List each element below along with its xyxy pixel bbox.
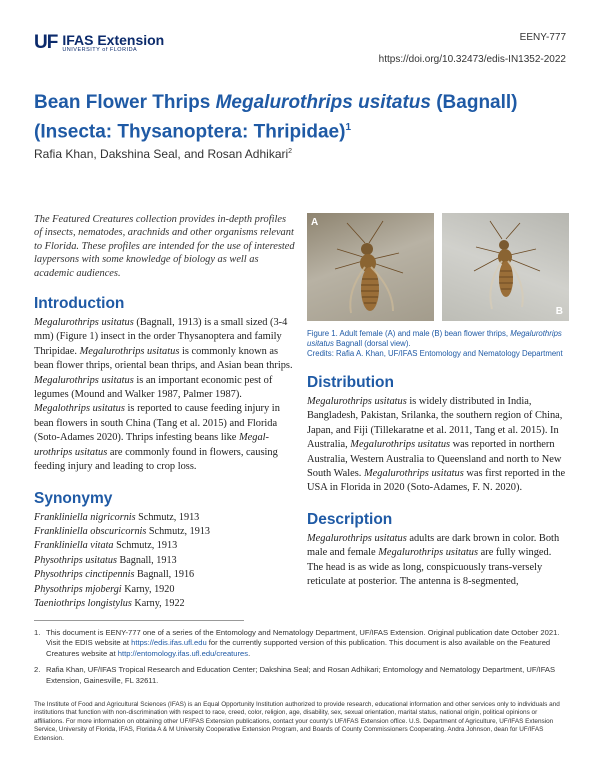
distribution-paragraph bbox=[307, 395, 569, 496]
introduction-heading: Introduction bbox=[34, 295, 125, 313]
footnote-text-part: This document is EENY-777 one of a series of the Entomology and Nematology Department, UF/IFAS Extension. Original publication date October 2021. Visit the EDIS website at bbox=[46, 628, 560, 648]
synonym-item bbox=[34, 568, 296, 582]
synonym-name: Taeniothrips longistylus bbox=[34, 597, 132, 609]
distribution-text: was reported in northern Australia, Western Australia to Queensland and north to New South Wales. bbox=[307, 439, 562, 480]
caption-species: Megalurothrips usitatus bbox=[307, 329, 562, 348]
female-thrips-illustration bbox=[307, 213, 434, 321]
synonymy-heading: Synonymy bbox=[34, 489, 113, 507]
intro-text: (Bagnall, 1913) is a small sized (3-4 mm) (Figure 1) insect in the order Thysanoptera and family Thripidae. bbox=[34, 317, 288, 357]
title-footnote-ref[interactable]: 1 bbox=[345, 122, 352, 133]
footnote-number: 1. bbox=[34, 628, 41, 637]
species-name: Megalurothrips usitatus bbox=[307, 396, 407, 407]
description-text: adults are dark brown in color. Both male and female bbox=[307, 532, 560, 559]
distribution-heading: Distribution bbox=[307, 374, 394, 391]
uf-logo-mark: UF bbox=[34, 32, 58, 53]
legal-notice: The Institute of Food and Agricultural Sciences (IFAS) is an Equal Opportunity Institution authorized to provide research, educational information and other services only to individuals and institutions that function with non-discrimination with respect to race, creed, color, religion, age, disability, sex, sexual orientation, marital status, national origin, political opinions or affiliations. For more information on obtaining other UF/IFAS Extension publications, contact your county's UF/IFAS Extension office. U.S. Department of Agriculture, UF/IFAS Extension Service, University of Florida, IFAS, Florida A & M University Cooperative Extension Program, and Boards of County Commissioners Cooperating. Andra Johnson, dean for UF/IFAS Extension. bbox=[34, 701, 560, 742]
title-species: Megalurothrips usitatus bbox=[215, 92, 431, 113]
intro-text: is reported to cause feeding injury in bean flowers in south China (Tang et al. 2015) and Florida (Soto-Adames 2020). Thrips infesting beans like bbox=[34, 403, 280, 444]
synonym-name: Physothrips usitatus bbox=[34, 554, 117, 566]
footnote-text-part: for the currently supported version of this publication. This document is also available on the Featured Creatures website at bbox=[46, 638, 551, 658]
distribution-text: was first reported in the USA in Florida in 2020 (Soto-Adames, F. N. 2020). bbox=[307, 468, 566, 494]
left-column bbox=[34, 213, 296, 611]
figure-1 bbox=[307, 213, 569, 321]
logo-line1: IFAS Extension bbox=[62, 31, 165, 48]
footnote-1 bbox=[34, 628, 568, 659]
synonym-name: Frankliniella vitata bbox=[34, 540, 114, 552]
figure-credits: Credits: Rafia A. Khan, UF/IFAS Entomology and Nematology Department bbox=[307, 349, 563, 358]
footnote-text bbox=[46, 628, 568, 659]
figure-caption bbox=[307, 329, 569, 359]
doi-link[interactable]: https://doi.org/10.32473/edis-IN1352-2022 bbox=[378, 54, 566, 65]
species-name: Megalurothrips usitatus bbox=[34, 317, 134, 329]
page-title bbox=[34, 90, 574, 144]
species-name: Megal-urothrips usitatus bbox=[34, 432, 270, 458]
species-name: Megalurothrips usitatus bbox=[79, 345, 180, 357]
introduction-paragraph bbox=[34, 316, 296, 474]
synonym-name: Frankliniella nigricornis bbox=[34, 511, 136, 523]
synonymy-list bbox=[34, 511, 296, 612]
featured-creatures-intro: The Featured Creatures collection provides in-depth profiles of insects, nematodes, arachnids and other organisms relevant to Florida. These profiles are intended for the use of interested laypersons with some knowledge of biology as well as academic audiences. bbox=[34, 214, 295, 279]
synonym-name: Physothrips mjobergi bbox=[34, 583, 122, 595]
caption-text: Figure 1. Adult female (A) and male (B) bean flower thrips, bbox=[307, 329, 511, 338]
footnote-2 bbox=[34, 665, 568, 686]
synonym-authority: Bagnall, 1913 bbox=[116, 554, 177, 566]
description-heading: Description bbox=[307, 510, 393, 528]
authors bbox=[34, 147, 292, 161]
species-name: Megalurothrips usitatus bbox=[34, 374, 134, 386]
panel-label-b: B bbox=[555, 306, 563, 317]
synonym-name: Physothrips cinctipennis bbox=[34, 569, 135, 581]
species-name: Megalurothrips usitatus bbox=[378, 547, 479, 559]
footnote-number: 2. bbox=[34, 665, 41, 675]
edis-link[interactable]: https://edis.ifas.ufl.edu bbox=[131, 638, 207, 648]
species-name: Megalurothrips usitatus bbox=[350, 439, 451, 451]
synonym-item bbox=[34, 583, 296, 597]
description-paragraph bbox=[307, 532, 569, 590]
synonym-item bbox=[34, 539, 296, 553]
distribution-text: is widely distributed in India, Bangladesh, Pakistan, Srilanka, the southern region of China, Japan, and Fiji (Tillekaratne et al. 2011, Tang et al. 2015). In Australia, bbox=[307, 396, 563, 451]
author-names: Rafia Khan, Dakshina Seal, and Rosan Adhikari bbox=[34, 147, 289, 161]
title-part1: Bean Flower Thrips bbox=[34, 92, 216, 113]
description-text: are fully winged. The head is as wide as long, conspicuously trans-versely reticulate at posterior. The antenna is 8-segmented, bbox=[307, 547, 552, 588]
synonym-item bbox=[34, 597, 296, 611]
footnotes bbox=[34, 628, 568, 692]
right-column bbox=[307, 213, 569, 589]
synonym-authority: Bagnall, 1916 bbox=[134, 569, 195, 581]
ufifas-logo bbox=[34, 32, 164, 54]
species-name: Megalurothrips usitatus bbox=[307, 532, 407, 544]
footnote-text-part: . bbox=[248, 648, 251, 658]
species-name: Megalurothrips usitatus bbox=[364, 468, 464, 480]
logo-line2: UNIVERSITY of FLORIDA bbox=[62, 46, 138, 53]
intro-text: is an important economic pest of legumes (Mound and Walker 1987, Palmer 1987). bbox=[34, 374, 273, 401]
synonym-authority: Schmutz, 1913 bbox=[146, 525, 211, 537]
synonym-item bbox=[34, 511, 296, 525]
synonym-authority: Karny, 1922 bbox=[131, 597, 185, 609]
figure-panel-a bbox=[307, 213, 434, 321]
synonym-authority: Schmutz, 1913 bbox=[135, 511, 200, 523]
synonym-authority: Karny, 1920 bbox=[121, 583, 175, 595]
panel-label-a: A bbox=[311, 217, 319, 228]
logo-text bbox=[62, 33, 164, 54]
featured-creatures-link[interactable]: http://entomology.ifas.ufl.edu/creatures bbox=[117, 648, 249, 658]
intro-text: are commonly found in flowers, causing feeding injury and leading to crop loss. bbox=[34, 446, 278, 473]
synonym-item bbox=[34, 554, 296, 568]
caption-text: Bagnall (dorsal view). bbox=[333, 339, 411, 348]
author-footnote-ref[interactable]: 2 bbox=[288, 148, 293, 155]
title-part3: (Bagnall) (Insecta: Thysanoptera: Thripidae) bbox=[34, 92, 518, 143]
synonym-item bbox=[34, 525, 296, 539]
footnote-divider bbox=[34, 620, 244, 621]
intro-text: is commonly known as bean flower thrips, oriental bean thrips, and Asian bean thrips. bbox=[34, 345, 293, 372]
document-id: EENY-777 bbox=[519, 32, 566, 43]
male-thrips-illustration bbox=[442, 213, 569, 321]
synonym-authority: Schmutz, 1913 bbox=[113, 540, 178, 552]
species-name: Megalothrips usitatus bbox=[34, 403, 125, 415]
figure-panel-b bbox=[442, 213, 569, 321]
synonym-name: Frankliniella obscuricornis bbox=[34, 525, 147, 537]
footnote-text: Rafia Khan, UF/IFAS Tropical Research and Education Center; Dakshina Seal; and Rosan Adhikari; Entomology and Nematology Department, UF/IFAS Extension, Gainesville, FL 32611. bbox=[46, 665, 556, 685]
